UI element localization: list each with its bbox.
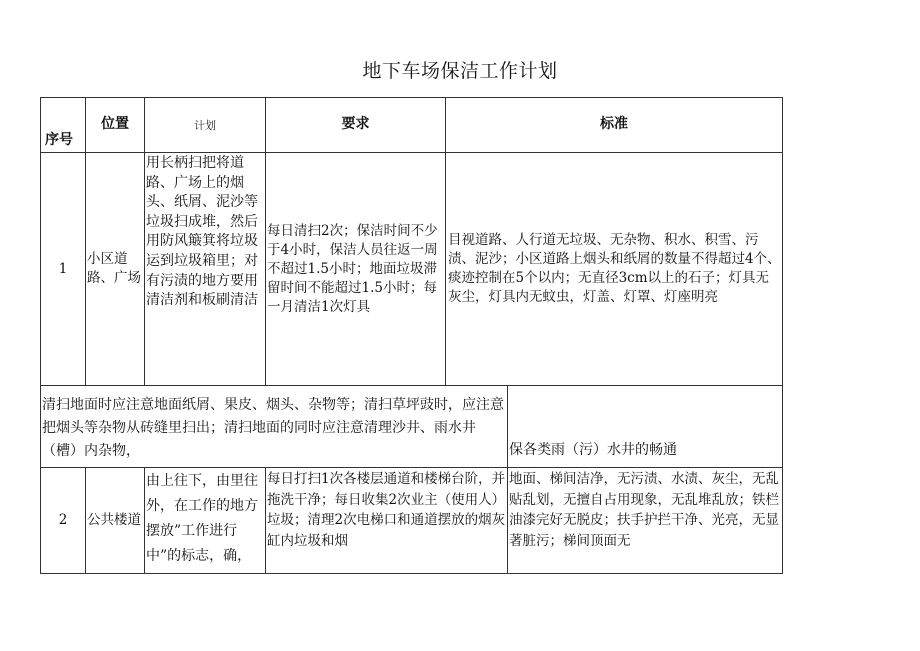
row-2-no-text: 2 [58,512,68,528]
row-1-plan: 用长柄扫把将道路、广场上的烟头、纸屑、泥沙等垃圾扫成堆，然后用防风簸箕将垃圾运到垃圾箱里；对有污渍的地方要用清洁剂和板刷清洁 [146,155,258,309]
header-plan: 计划 [194,119,216,132]
header-standard: 标准 [600,116,628,132]
document-title: 地下车场保洁工作计划 [362,60,558,82]
column-divider [265,97,266,385]
row-1-no-text: 1 [58,260,68,277]
column-divider [85,467,86,573]
row-2-standard: 地面、梯间洁净，无污渍、水渍、灰尘，无乱贴乱划，无擅自占用现象，无乱堆乱放；铁栏油漆完好无脱皮；扶手护拦干净、光亮，无显著脏污；梯间顶面无 [509,471,779,549]
row-2-no [41,468,85,573]
row-divider [40,385,783,386]
cleaning-plan-table [40,97,783,574]
row-1-requirement-text: 每日清扫2次；保洁时间不少于4小时，保洁人员往返一周不超过1.5小时；地面垃圾滞留时间不能超过1.5小时；每一月清洁1次灯具 [267,222,438,315]
column-divider [445,97,446,385]
note-left: 清扫地面时应注意地面纸屑、果皮、烟头、杂物等；清扫草坪豉时，应注意把烟头等杂物从砖缝里扫出；清扫地面的同时应注意清理沙井、雨水井（槽）内杂物， [42,397,504,459]
header-no: 序号 [45,132,73,148]
column-divider [507,385,508,467]
note-right: 保各类雨（污）水井的畅通 [509,442,677,458]
table-border-bottom [40,573,783,574]
row-divider [40,467,783,468]
row-2-location [87,468,143,573]
header-location: 位置 [101,116,129,132]
row-1-requirement [267,153,444,385]
header-requirement: 要求 [341,116,370,132]
table-border-top [40,97,783,98]
column-divider [85,97,86,385]
table-border-right [782,97,783,574]
row-1-no [41,153,85,385]
row-1-location-text: 小区道路、广场 [87,251,141,286]
column-divider [265,467,266,573]
column-divider [144,97,145,385]
column-divider [144,467,145,573]
row-2-requirement: 每日打扫1次各楼层通道和楼梯台阶，并拖洗干净；每日收集2次业主（使用人）垃圾；清理2次电梯口和通道摆放的烟灰缸内垃圾和烟 [267,471,506,549]
row-1-standard-text: 目视道路、人行道无垃圾、无杂物、积水、积雪、污渍、泥沙；小区道路上烟头和纸屑的数量不得超过4个、痰迹控制在5个以内；无直径3cm以上的石子；灯具无灰尘，灯具内无蚊虫，灯盖、灯罩、灯座明亮 [448,232,781,305]
row-1-location [87,153,143,385]
row-2-location-text: 公共楼道 [87,512,141,528]
row-2-plan: 由上往下，由里往外，在工作的地方摆放”工作进行中”的标志，确， [146,473,258,564]
row-1-standard [448,153,781,385]
column-divider [507,467,508,573]
